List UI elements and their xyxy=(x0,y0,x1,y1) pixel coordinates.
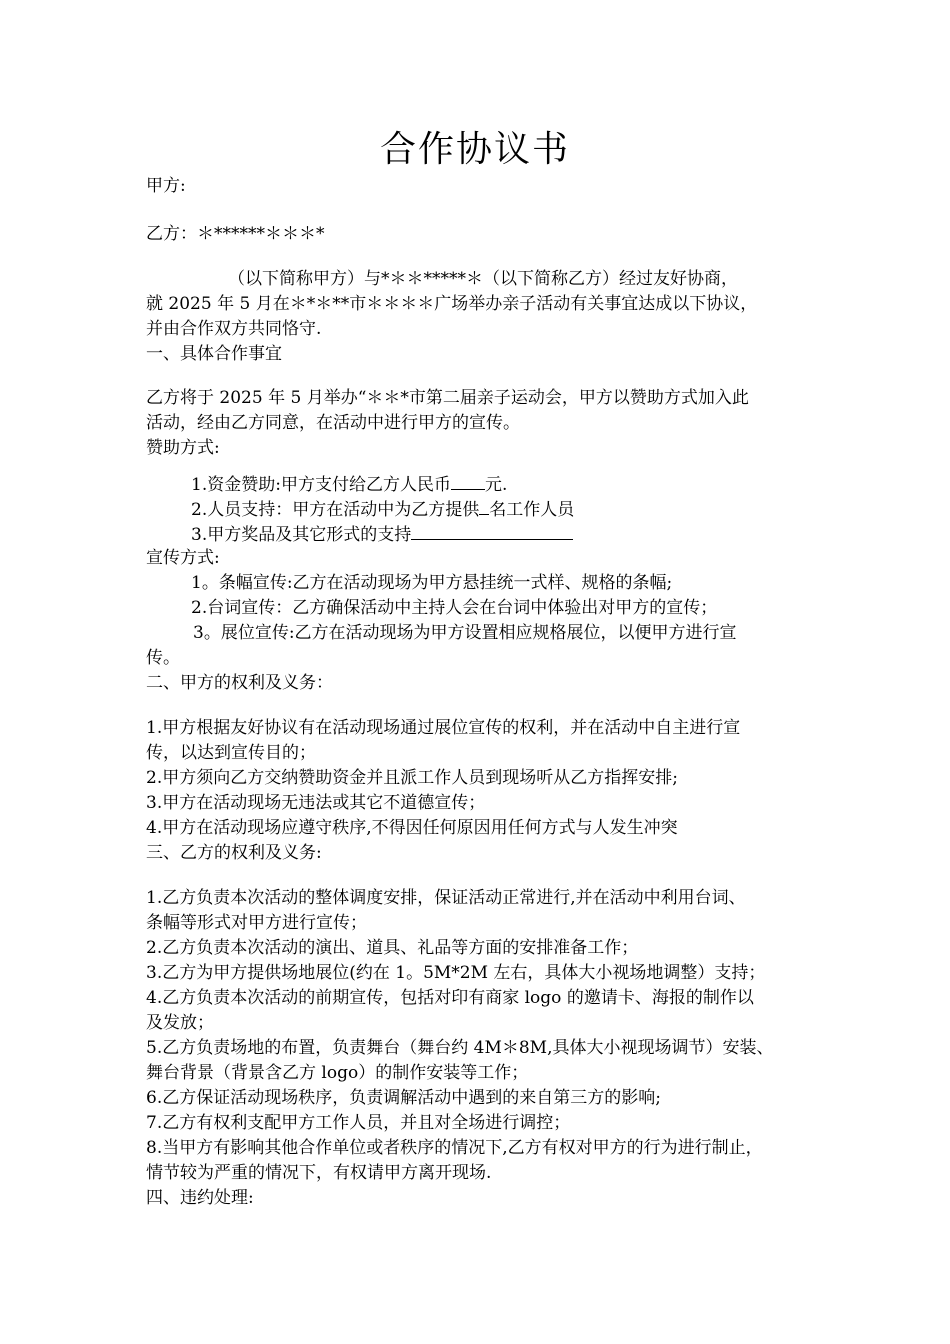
list-item: 5.乙方负责场地的布置，负责舞台（舞台约 4M＊8M,具体大小视现场调节）安装、 xyxy=(146,1038,774,1058)
list-item: 2.甲方须向乙方交纳赞助资金并且派工作人员到现场听从乙方指挥安排; xyxy=(146,768,678,788)
fill-blank xyxy=(451,471,485,490)
promo-heading: 宣传方式: xyxy=(146,548,220,568)
document-title: 合作协议书 xyxy=(379,129,570,170)
section-heading: 三、乙方的权利及义务: xyxy=(146,843,322,863)
intro-line: （以下简称甲方）与*＊＊*****＊（以下简称乙方）经过友好协商， xyxy=(228,269,738,289)
list-item: 舞台背景（背景含乙方 logo）的制作安装等工作； xyxy=(146,1063,529,1083)
list-item: 8.当甲方有影响其他合作单位或者秩序的情况下,乙方有权对甲方的行为进行制止， xyxy=(146,1138,763,1158)
section-heading: 二、甲方的权利及义务： xyxy=(146,673,333,693)
party-b-label: 乙方：＊******＊＊＊* xyxy=(146,224,325,244)
list-item: 4.甲方在活动现场应遵守秩序,不得因任何原因用任何方式与人发生冲突 xyxy=(146,818,678,838)
section-heading: 四、违约处理: xyxy=(146,1188,254,1208)
body-line: 乙方将于 2025 年 5 月举办“＊＊*市第二届亲子运动会，甲方以赞助方式加入此 xyxy=(146,388,749,408)
fill-blank xyxy=(411,521,573,540)
sponsor-item: 2.人员支持：甲方在活动中为乙方提供 名工作人员 xyxy=(191,496,574,522)
section-heading: 一、具体合作事宜 xyxy=(146,344,282,364)
list-item: 1.甲方根据友好协议有在活动现场通过展位宣传的权利，并在活动中自主进行宣 xyxy=(146,718,741,738)
list-item: 4.乙方负责本次活动的前期宣传，包括对印有商家 logo 的邀请卡、海报的制作以 xyxy=(146,988,754,1008)
promo-item: 3。展位宣传:乙方在活动现场为甲方设置相应规格展位，以便甲方进行宣 xyxy=(193,623,737,643)
list-item: 3.乙方为甲方提供场地展位(约在 1。5M*2M 左右，具体大小视场地调整）支持； xyxy=(146,963,766,983)
intro-line: 就 2025 年 5 月在＊*＊**市＊＊＊＊广场举办亲子活动有关事宜达成以下协议， xyxy=(146,294,758,314)
sponsor-item: 1.资金赞助:甲方支付给乙方人民币 元. xyxy=(191,471,507,497)
promo-item: 1。条幅宣传:乙方在活动现场为甲方悬挂统一式样、规格的条幅; xyxy=(191,573,673,593)
sponsor-heading: 赞助方式: xyxy=(146,438,220,458)
party-a-label: 甲方: xyxy=(146,176,186,196)
fill-blank xyxy=(479,496,489,515)
list-item: 条幅等形式对甲方进行宣传； xyxy=(146,913,367,933)
list-item: 7.乙方有权利支配甲方工作人员，并且对全场进行调控； xyxy=(146,1113,571,1133)
body-line: 活动，经由乙方同意，在活动中进行甲方的宣传。 xyxy=(146,413,520,433)
list-item: 情节较为严重的情况下，有权请甲方离开现场. xyxy=(146,1163,492,1183)
list-item: 传，以达到宣传目的； xyxy=(146,743,316,763)
promo-item: 2.台词宣传：乙方确保活动中主持人会在台词中体验出对甲方的宣传； xyxy=(191,598,718,618)
sponsor-item: 3.甲方奖品及其它形式的支持 xyxy=(191,521,573,547)
list-item: 1.乙方负责本次活动的整体调度安排，保证活动正常进行,并在活动中利用台词、 xyxy=(146,888,746,908)
list-item: 6.乙方保证活动现场秩序，负责调解活动中遇到的来自第三方的影响; xyxy=(146,1088,661,1108)
list-item: 3.甲方在活动现场无违法或其它不道德宣传； xyxy=(146,793,486,813)
promo-item: 传。 xyxy=(146,648,180,668)
intro-line: 并由合作双方共同恪守. xyxy=(146,319,322,339)
list-item: 2.乙方负责本次活动的演出、道具、礼品等方面的安排准备工作； xyxy=(146,938,639,958)
list-item: 及发放； xyxy=(146,1013,214,1033)
